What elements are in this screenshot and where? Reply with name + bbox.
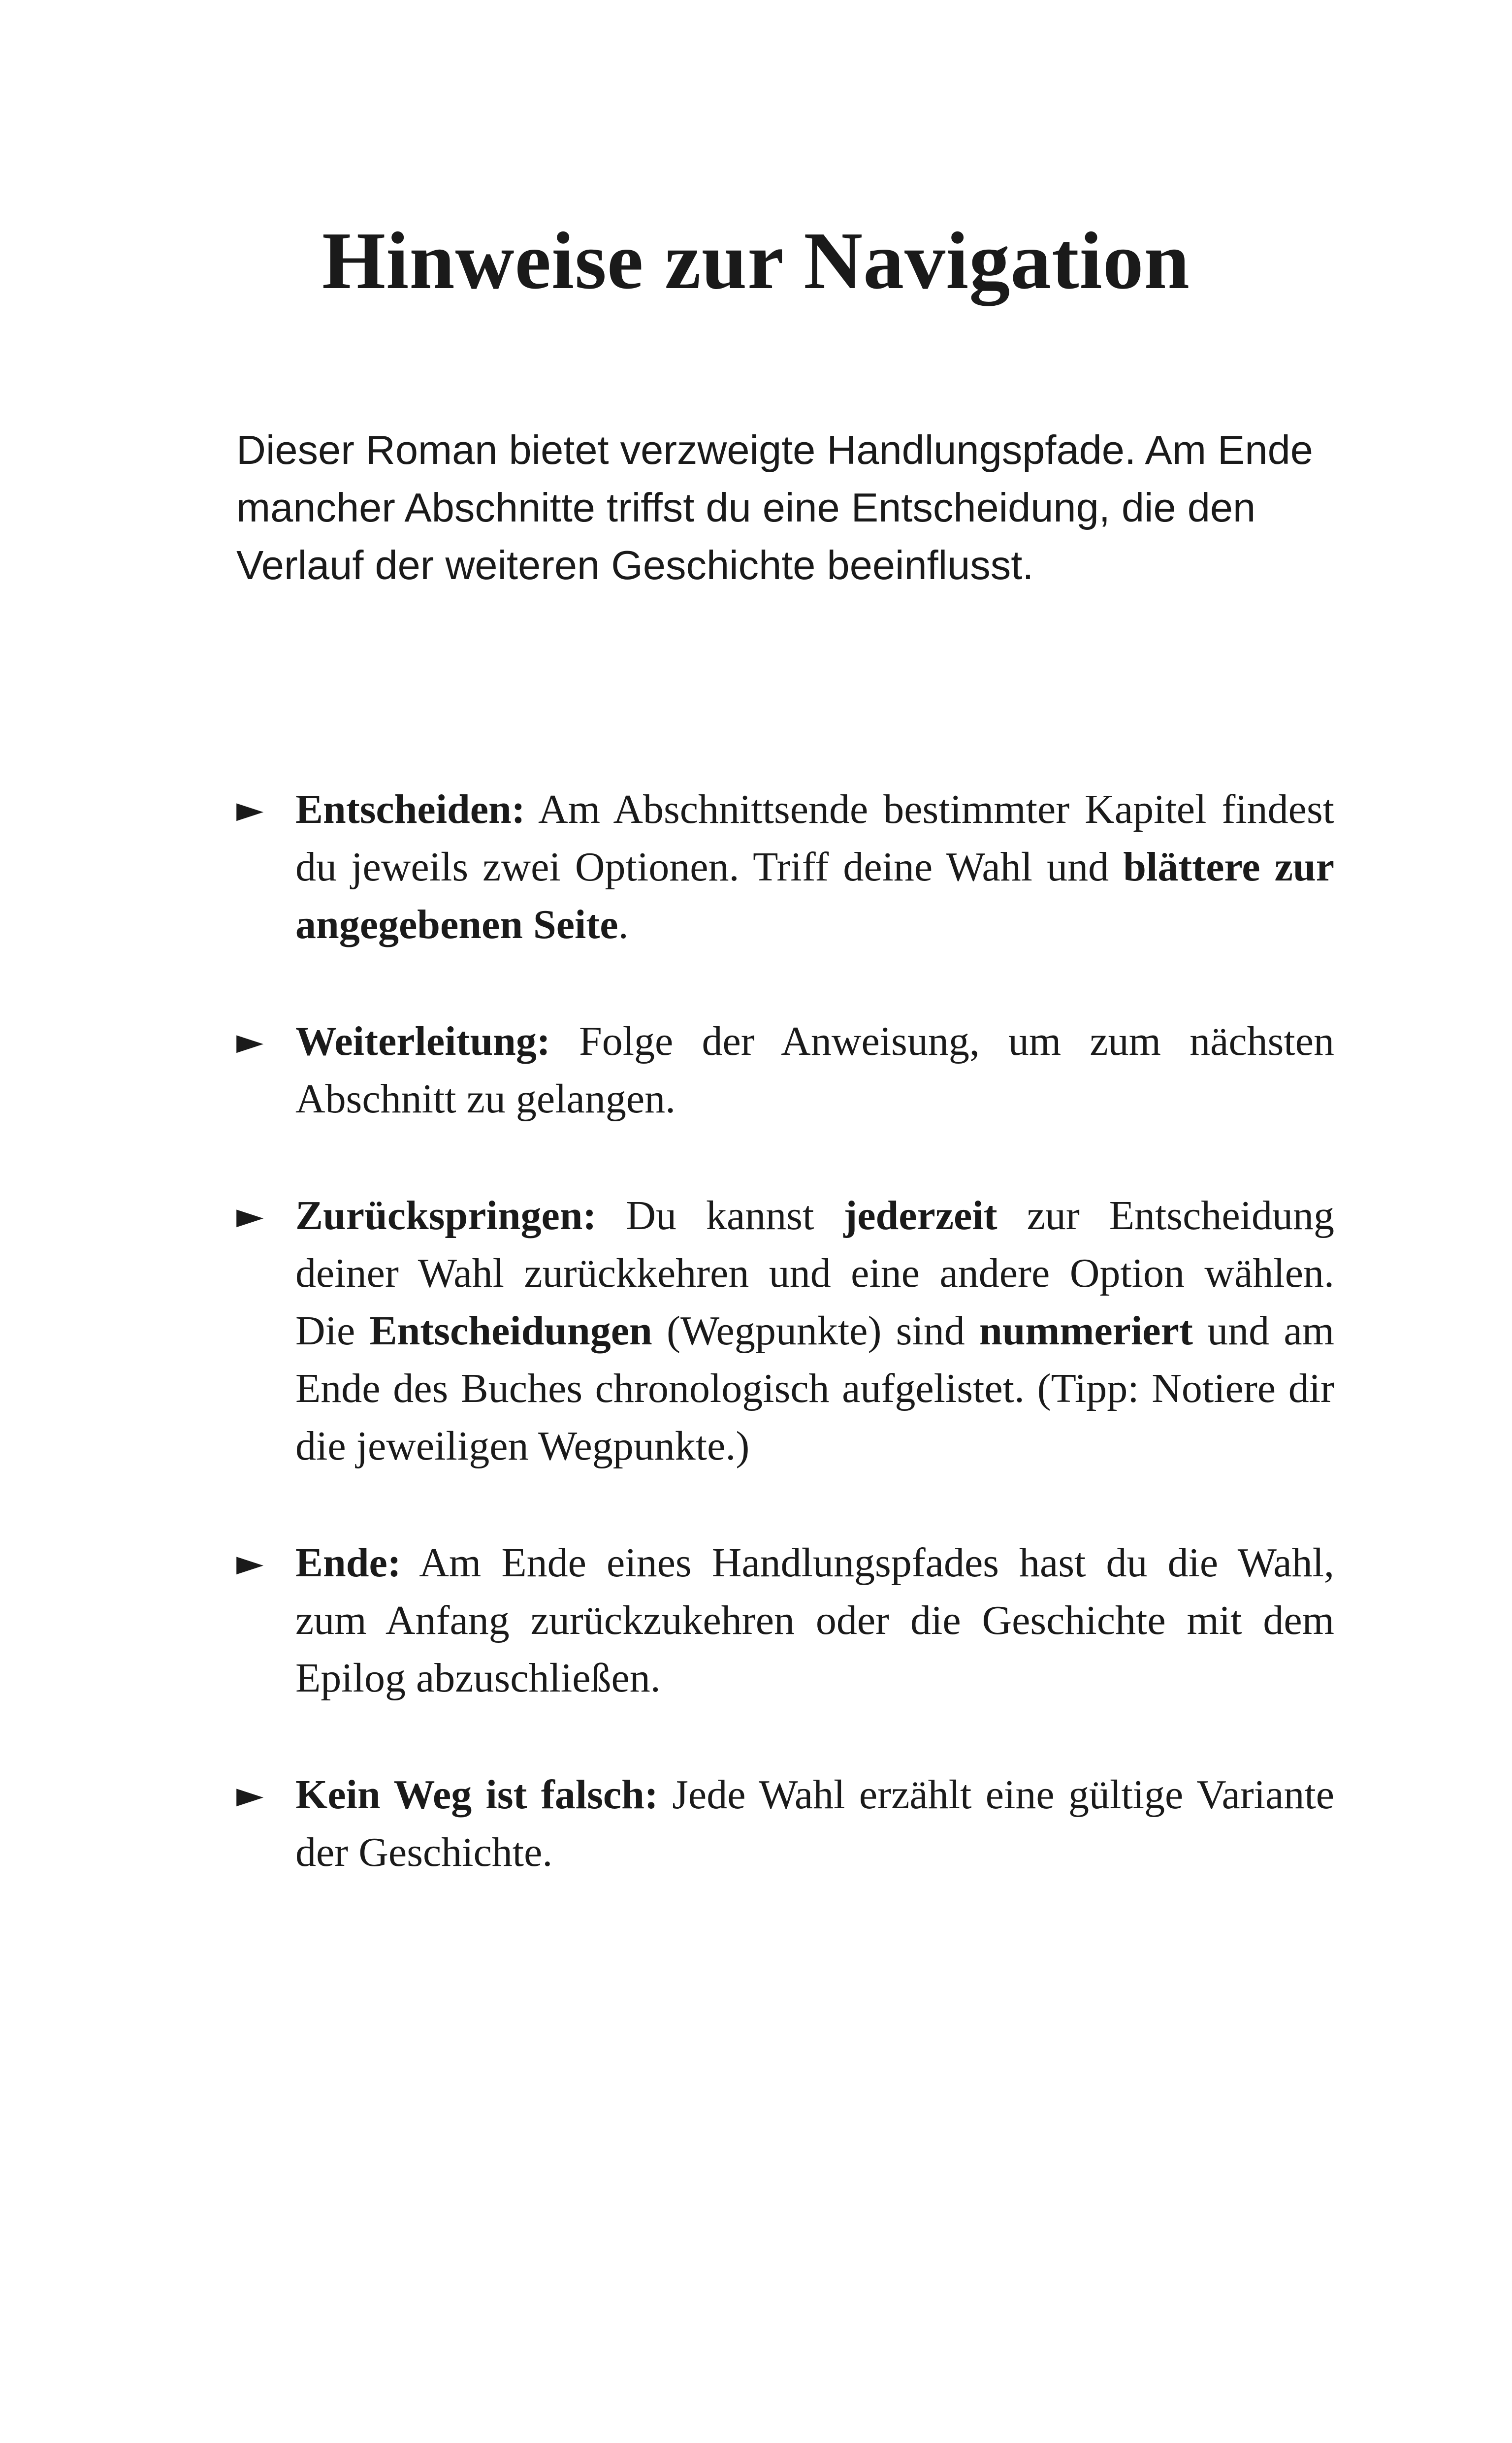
navigation-hints-list [236, 781, 1334, 1940]
hint-emphasis: Entscheidungen [369, 1308, 652, 1354]
hint-ende [236, 1534, 1334, 1707]
hint-text: zur Entscheidung deiner Wahl zurückkehren und eine andere Option wählen. Die [295, 1193, 1334, 1354]
hint-label: Zurückspringen: [295, 1193, 597, 1238]
triangle-right-icon: ► [236, 1542, 264, 1583]
triangle-right-icon: ► [236, 1020, 264, 1062]
hint-weiterleitung [236, 1012, 1334, 1128]
hint-text: Du kannst [596, 1193, 844, 1238]
hint-entscheiden [236, 781, 1334, 953]
hint-text: und am Ende des Buches chronologisch aufgelistet. (Tipp: Notiere dir die jeweiligen Wegpunkte.) [295, 1308, 1334, 1469]
hint-text: Folge der Anweisung, um zum nächsten Abschnitt zu gelangen. [295, 1018, 1334, 1122]
hint-zurueckspringen [236, 1187, 1334, 1475]
page-title: Hinweise zur Navigation [322, 215, 1190, 306]
hint-text: (Wegpunkte) sind [652, 1308, 979, 1354]
hint-emphasis: blättere zur angegebenen Seite [295, 844, 1334, 947]
triangle-right-icon: ► [236, 1774, 264, 1815]
triangle-right-icon: ► [236, 1195, 264, 1236]
hint-kein-weg-ist-falsch [236, 1766, 1334, 1881]
hint-label: Ende: [295, 1540, 401, 1586]
hint-text: Am Ende eines Handlungspfades hast du die Wahl, zum Anfang zurückzukehren oder die Geschichte mit dem Epilog abzuschließen. [295, 1540, 1334, 1701]
hint-label: Weiterleitung: [295, 1018, 550, 1064]
triangle-right-icon: ► [236, 788, 264, 830]
hint-text: Jede Wahl erzählt eine gültige Variante der Geschichte. [295, 1772, 1334, 1875]
hint-text: . [618, 902, 629, 947]
hint-label: Kein Weg ist falsch: [295, 1772, 658, 1818]
hint-label: Entscheiden: [295, 786, 525, 832]
hint-emphasis: jederzeit [843, 1193, 997, 1238]
hint-emphasis: nummeriert [979, 1308, 1193, 1354]
hint-text: Am Abschnittsende bestimmter Kapitel findest du jeweils zwei Optionen. Triff deine Wahl und [295, 786, 1334, 890]
intro-paragraph: Dieser Roman bietet verzweigte Handlungspfade. Am Ende mancher Abschnitte triffst du eine Entscheidung, die den Verlauf der weiteren Geschichte beeinflusst. [236, 427, 1313, 588]
